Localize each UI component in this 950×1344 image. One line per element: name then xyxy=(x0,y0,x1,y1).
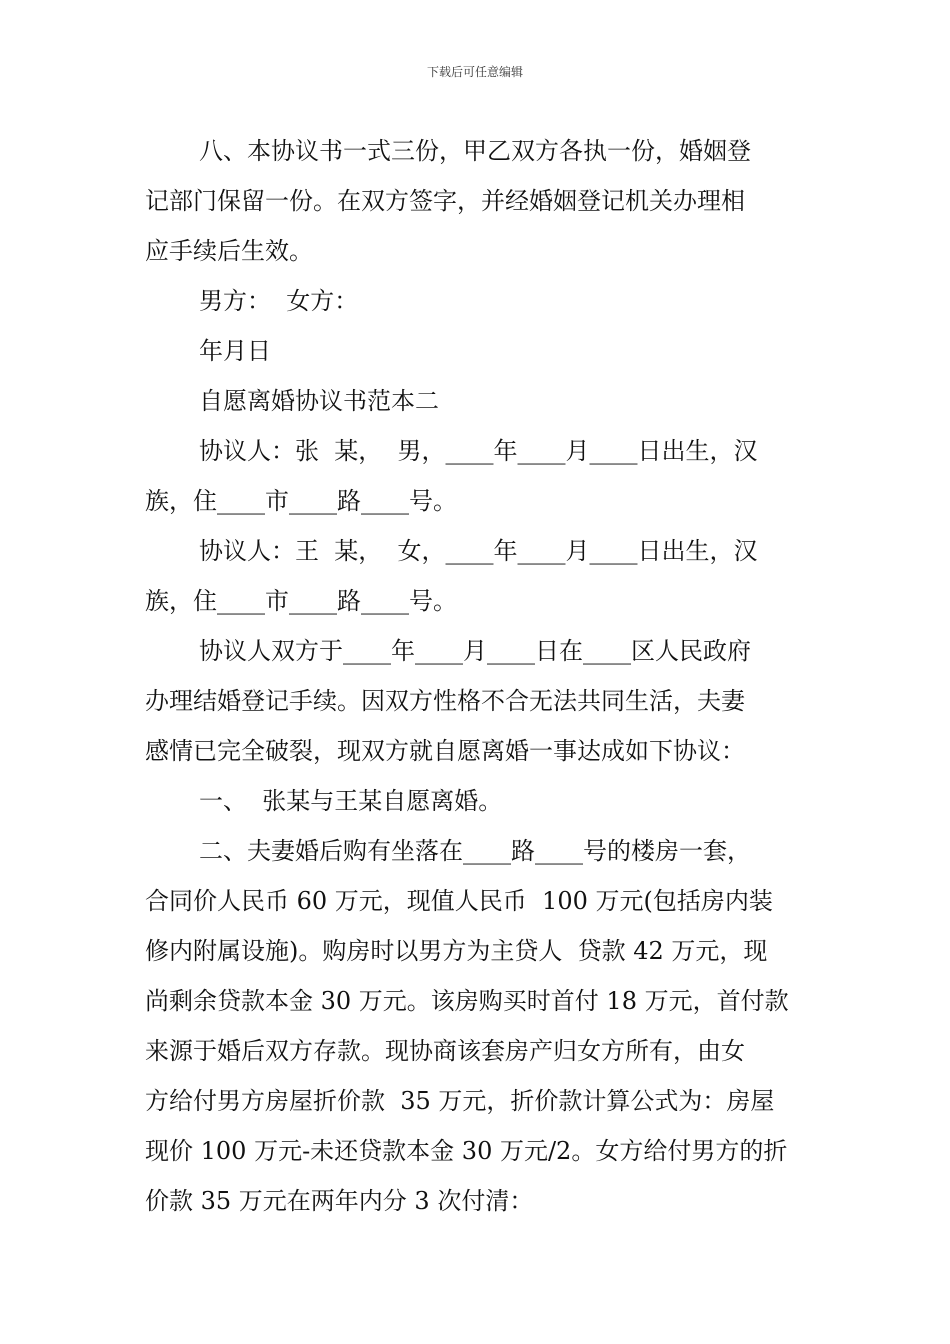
paragraph-line: 方给付男方房屋折价款 35 万元，折价款计算公式为：房屋 xyxy=(145,1087,775,1115)
clause-line: 一、 张某与王某自愿离婚。 xyxy=(199,787,503,815)
section-title: 自愿离婚协议书范本二 xyxy=(199,387,439,415)
paragraph-line: 族，住____市____路____号。 xyxy=(145,587,457,615)
paragraph-line: 价款 35 万元在两年内分 3 次付清： xyxy=(145,1187,534,1215)
paragraph-line: 感情已完全破裂，现双方就自愿离婚一事达成如下协议： xyxy=(145,737,745,765)
clause-line: 二、夫妻婚后购有坐落在____路____号的楼房一套， xyxy=(199,837,751,865)
paragraph-line: 现价 100 万元-未还贷款本金 30 万元/2。女方给付男方的折 xyxy=(145,1137,788,1165)
page-header: 下载后可任意编辑 xyxy=(426,65,523,79)
paragraph-line: 修内附属设施)。购房时以男方为主贷人 贷款 42 万元，现 xyxy=(145,937,768,965)
paragraph-line: 来源于婚后双方存款。现协商该套房产归女方所有，由女 xyxy=(145,1037,745,1065)
document-body xyxy=(145,126,805,1226)
paragraph-line: 尚剩余贷款本金 30 万元。该房购买时首付 18 万元，首付款 xyxy=(145,987,789,1015)
paragraph-line: 协议人：王 某， 女，____年____月____日出生，汉 xyxy=(199,537,758,565)
paragraph-line: 协议人双方于____年____月____日在____区人民政府 xyxy=(199,637,751,665)
date-line: 年月日 xyxy=(199,337,271,365)
paragraph-line: 办理结婚登记手续。因双方性格不合无法共同生活，夫妻 xyxy=(145,687,745,715)
paragraph-line: 记部门保留一份。在双方签字，并经婚姻登记机关办理相 xyxy=(145,187,745,215)
paragraph-line: 八、本协议书一式三份，甲乙双方各执一份，婚姻登 xyxy=(199,137,751,165)
paragraph-line: 应手续后生效。 xyxy=(145,237,313,265)
paragraph-line: 合同价人民币 60 万元，现值人民币 100 万元(包括房内装 xyxy=(145,887,773,915)
paragraph-line: 协议人：张 某， 男，____年____月____日出生，汉 xyxy=(199,437,758,465)
signature-line: 男方： 女方： xyxy=(199,287,359,315)
paragraph-line: 族，住____市____路____号。 xyxy=(145,487,457,515)
